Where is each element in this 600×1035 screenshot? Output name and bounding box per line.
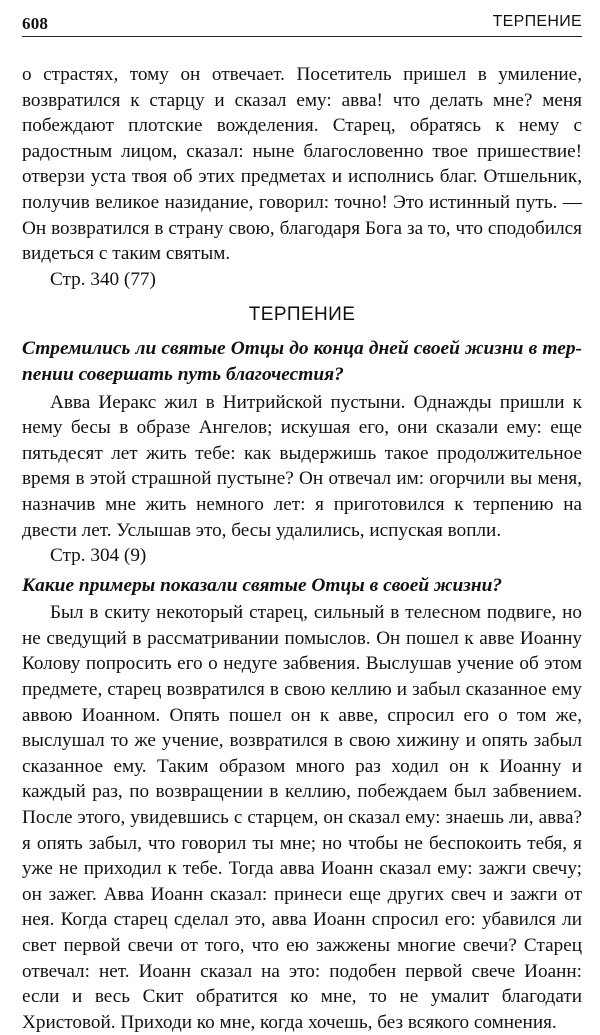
continuation-reference: Стр. 340 (77) [50,268,156,290]
answer-1-paragraph: Авва Иеракс жил в Нитрийской пустыни. Однажды пришли к нему бесы в образе Ангелов; искушая его, они сказали ему: еще пятьдесят лет жить тебе: как выдержишь такое продолжительное время в этой страшной пустыне? Он отвечал им: огорчили вы меня, назначив мне жить немного лет: я приготовился к терпению на двести лет. Услышав это, бесы удалились, испуская вопли. [22,391,582,541]
continuation-paragraph: о страстях, тому он отвечает. Посетитель пришел в умиление, возвратился к старцу и сказал ему: авва! что делать мне? меня побеждают плотские вожделения. Старец, обратясь к нему с радостным лицом, сказал: ныне благословенно твое пришествие! отверзи уста твоя об этих предметах и исполнись благ. Отшельник, получив великое назидание, говорил: точно! Это истинный путь. — Он возвратился в страну свою, благодаря Бога за то, что сподобился видеться с таким святым. [22,64,582,265]
section-title: ТЕРПЕНИЕ [248,304,356,326]
book-page [22,0,582,1033]
running-title: ТЕРПЕНИЕ [492,13,582,30]
question-1: Стремились ли святые Отцы до конца дней своей жизни в терпении совершать путь благочестия? [22,338,582,385]
answer-2-paragraph: Был в скиту некоторый старец, сильный в телесном подвиге, но не сведущий в рассматривании помыслов. Он пошел к авве Иоанну Колову попросить его о недуге забвения. Выслушав учение об этом предмете, старец возвратился в свою келлию и забыл сказанное ему аввою Иоанном. Опять пошел он к авве, спросил его о том же, выслушал то же учение, возвратился в свою хижину и опять забыл сказанное ему. Таким образом много раз ходил он к Иоанну и каждый раз, по возвращении в келлию, побеждаем был забвением. После этого, увидевшись с старцем, он сказал ему: знаешь ли, авва? я опять забыл, что говорил ты мне; но чтобы не беспокоить тебя, я уже не приходил к тебе. Тогда авва Иоанн сказал ему: зажги свечу; он зажег. Авва Иоанн сказал: принеси еще других свеч и зажги от нея. Когда старец сделал это, авва Иоанн спросил его: убавился ли свет первой свечи от того, что ею зажжены многие свечи? Старец отвечал: нет. Иоанн сказал на это: подобен первой свече Иоанн: если и весь Скит обратится ко мне, то не умалит благодати Христовой. Приходи ко мне, когда хочешь, без всякого сомнения. [22,602,582,1033]
page-number: 608 [22,14,49,33]
question-2: Какие примеры показали святые Отцы в своей жизни? [22,574,503,596]
answer-1-reference: Стр. 304 (9) [50,545,147,567]
page-body [22,62,582,1035]
page-header [22,10,582,37]
